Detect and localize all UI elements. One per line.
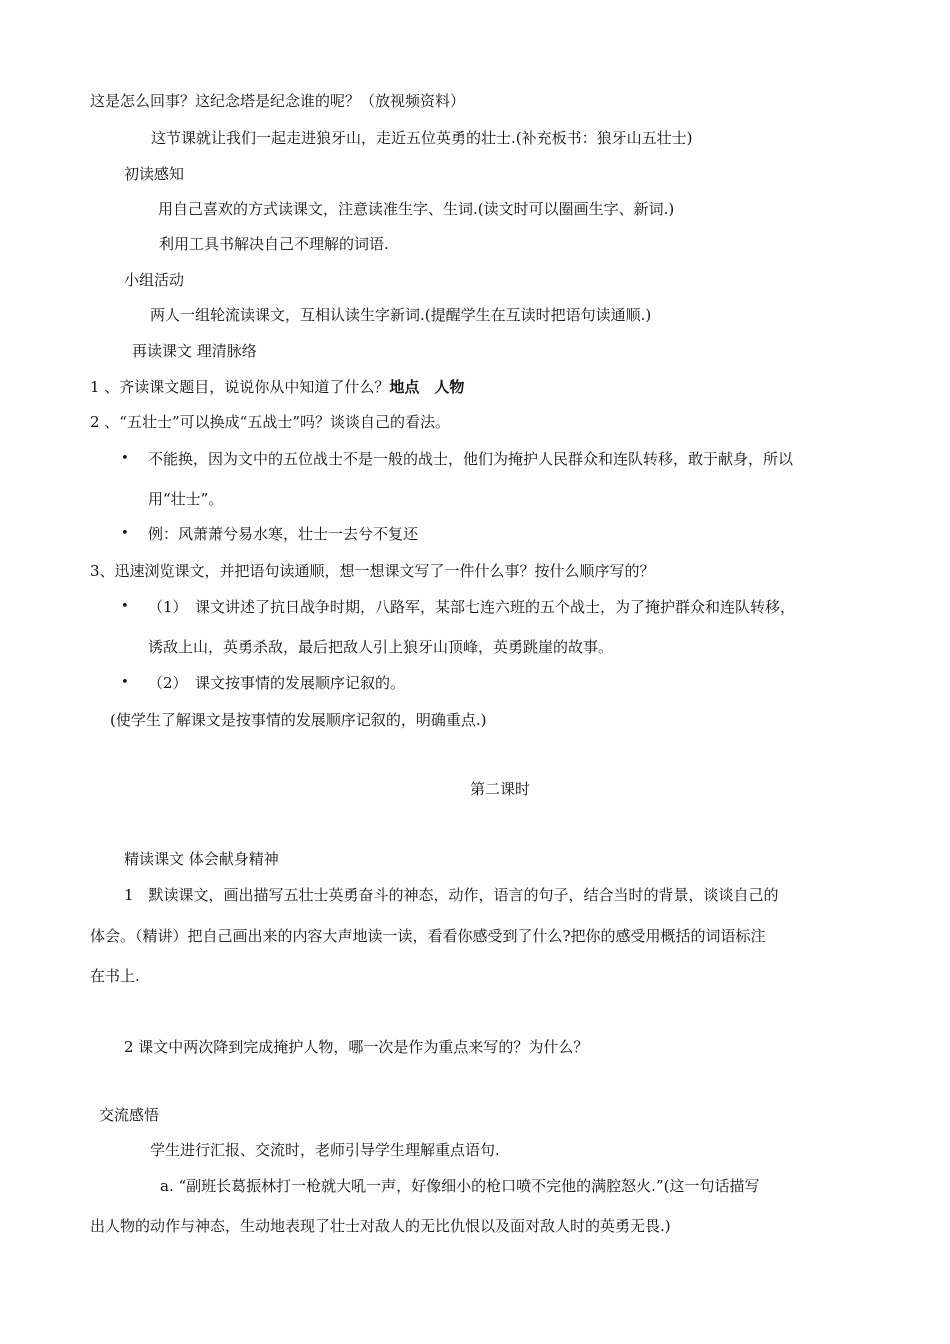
section-heading: 初读感知 (124, 165, 185, 183)
bullet-icon: • (121, 451, 129, 466)
teaching-note: (使学生了解课文是按事情的发展顺序记叙的，明确重点.) (110, 711, 487, 729)
section-heading: 精读课文 体会献身精神 (124, 850, 279, 868)
paragraph-line: 出人物的动作与神态，生动地表现了壮士对敌人的无比仇恨以及面对敌人时的英勇无畏.) (90, 1217, 671, 1235)
question-3: 3、迅速浏览课文，并把语句读通顺，想一想课文写了一件什么事？按什么顺序写的？ (90, 562, 655, 580)
question-1 (90, 377, 464, 397)
question-text: 1 、齐读课文题目，说说你从中知道了什么？ (90, 378, 390, 396)
text-line: 这节课就让我们一起走进狼牙山，走近五位英勇的壮士.(补充板书：狼牙山五壮士) (151, 129, 693, 147)
text-line: 利用工具书解决自己不理解的词语. (159, 235, 389, 253)
bullet-icon: • (121, 599, 129, 614)
paragraph-line: a. “副班长葛振林打一枪就大吼一声，好像细小的枪口喷不完他的满腔怒火.”(这一句话描写 (160, 1177, 760, 1195)
section-heading: 交流感悟 (99, 1106, 160, 1124)
bullet-icon: • (121, 675, 129, 690)
paragraph-line: 学生进行汇报、交流时，老师引导学生理解重点语句. (150, 1141, 500, 1159)
text-line: 用自己喜欢的方式读课文，注意读准生字、生词.(读文时可以圈画生字、新词.) (158, 200, 675, 218)
paragraph-line: 2 课文中两次降到完成掩护人物，哪一次是作为重点来写的？为什么？ (124, 1038, 589, 1056)
text-line: 两人一组轮流读课文，互相认读生字新词.(提醒学生在互读时把语句读通顺.) (150, 306, 652, 324)
list-item-continuation: 用“壮士”。 (148, 490, 224, 508)
answer-keywords: 地点 人物 (389, 378, 465, 396)
section-heading: 再读课文 理清脉络 (132, 342, 257, 360)
list-item: 不能换，因为文中的五位战士不是一般的战士，他们为掩护人民群众和连队转移，敢于献身，所以 (148, 450, 794, 468)
list-item: （2） 课文按事情的发展顺序记叙的。 (148, 674, 406, 692)
section-heading: 小组活动 (124, 271, 185, 289)
paragraph-line: 体会。（精讲）把自己画出来的内容大声地读一读，看看你感受到了什么?把你的感受用概括的词语标注 (90, 927, 766, 945)
list-item-continuation: 诱敌上山，英勇杀敌，最后把敌人引上狼牙山顶峰，英勇跳崖的故事。 (148, 638, 614, 656)
list-item: 例：风萧萧兮易水寒，壮士一去兮不复还 (148, 525, 419, 543)
text-line: 这是怎么回事？这纪念塔是纪念谁的呢？（放视频资料） (90, 92, 466, 110)
bullet-icon: • (121, 526, 129, 541)
paragraph-line: 在书上. (90, 967, 140, 985)
question-2: 2 、“五壮士”可以换成“五战士”吗？谈谈自己的看法。 (90, 413, 450, 431)
lesson-title: 第二课时 (469, 780, 530, 798)
list-item: （1） 课文讲述了抗日战争时期，八路军，某部七连六班的五个战士，为了掩护群众和连队转移， (148, 598, 796, 616)
paragraph-line: 1 默读课文，画出描写五壮士英勇奋斗的神态，动作，语言的句子，结合当时的背景，谈谈自己的 (124, 886, 779, 904)
